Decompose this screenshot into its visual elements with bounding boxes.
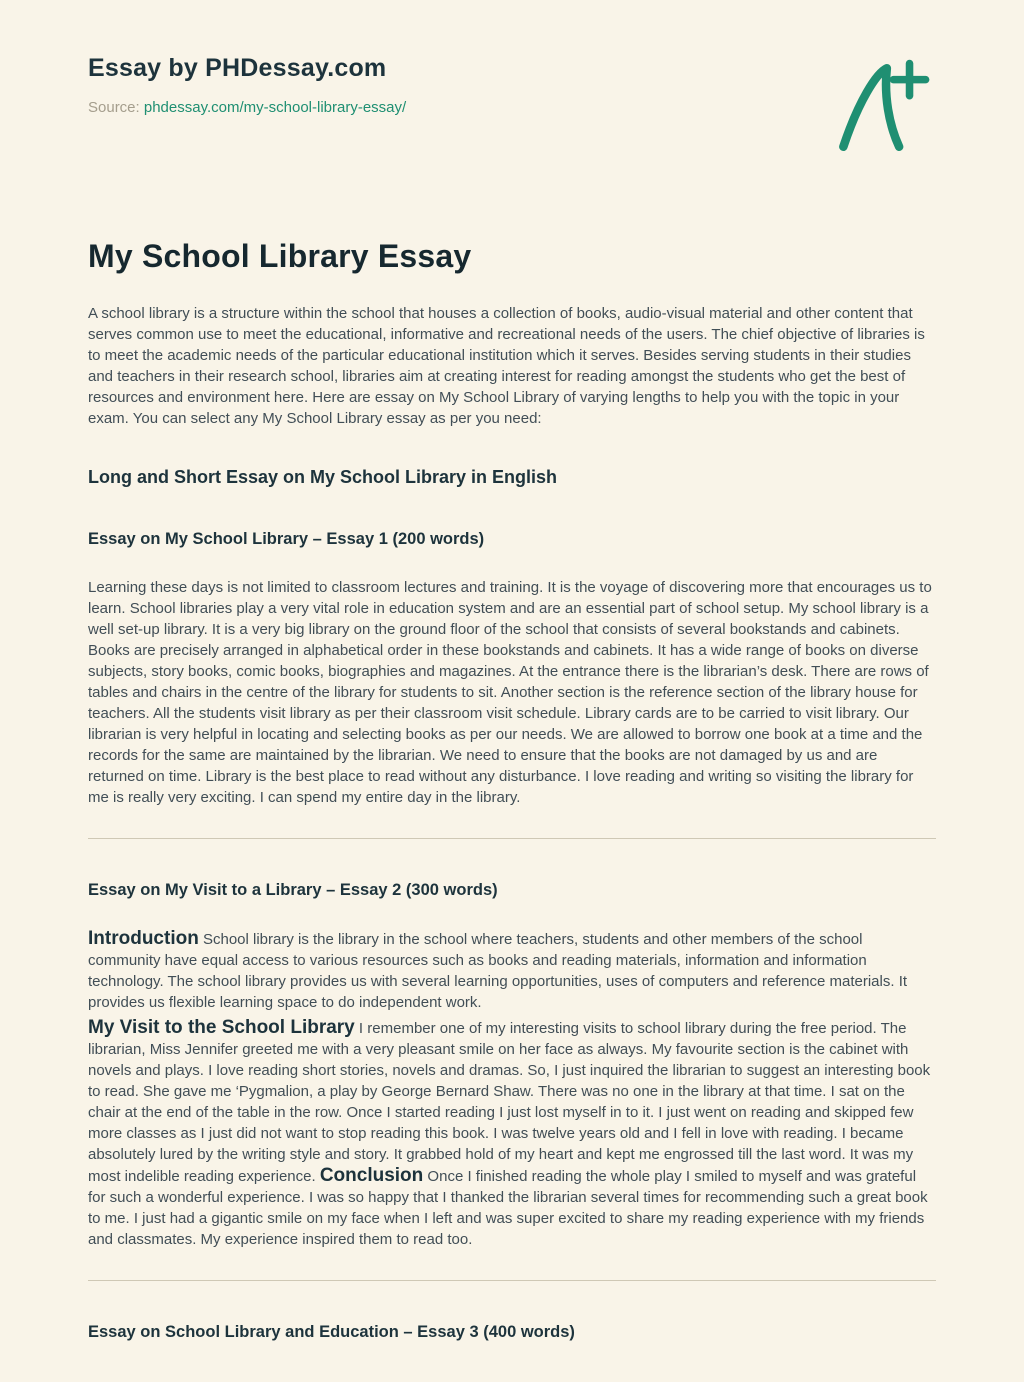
page-title: My School Library Essay (88, 238, 472, 274)
essay1-heading: Essay on My School Library – Essay 1 (200 words) (88, 530, 485, 548)
essay2-introduction-block (88, 928, 936, 1013)
page-header (88, 48, 936, 160)
site-title: Essay by PHDessay.com (88, 54, 387, 82)
essay2-visit-text: I remember one of my interesting visits to school library during the free period. The librarian, Miss Jennifer greeted me with a very pleasant smile on her face as always. My favourite section is the cabinet with novels and plays. I love reading short stories, novels and dramas. So, I just inquired the librarian to suggest an interesting book to read. She gave me ‘Pygmalion, a play by George Bernard Shaw. There was no one in the library at that time. I sat on the chair at the end of the table in the row. Once I started reading I just lost myself in to it. I just went on reading and skipped few more classes as I just did not want to stop reading this book. I was twelve years old and I fell in love with reading. I became absolutely lured by the writing style and story. It grabbed hold of my heart and kept me engrossed till the last word. It was my most indelible reading experience. (88, 1020, 931, 1185)
essay3-heading: Essay on School Library and Education – Essay 3 (400 words) (88, 1323, 575, 1341)
inline-heading-conclusion: Conclusion (319, 1165, 424, 1186)
divider (88, 838, 936, 839)
phdessay-logo[interactable] (832, 56, 936, 160)
intro-paragraph: A school library is a structure within the school that houses a collection of books, audio-visual material and other content that serves common use to meet the educational, informative and recreational needs of the users. The chief objective of libraries is to meet the academic needs of the particular educational institution which it serves. Besides serving students in their studies and teachers in their research school, libraries aim at creating interest for reading amongst the students who get the best of resources and environment here. Here are essay on My School Library of varying lengths to help you with the topic in your exam. You can select any My School Library essay as per you need: (88, 305, 925, 427)
article (88, 238, 936, 1342)
section-heading: Long and Short Essay on My School Library in English (88, 467, 558, 487)
header-text (88, 48, 406, 116)
aplus-logo-icon (832, 56, 936, 160)
source-line (88, 99, 406, 116)
inline-heading-introduction: Introduction (88, 928, 199, 949)
inline-heading-my-visit: My Visit to the School Library (88, 1017, 355, 1038)
source-link[interactable]: phdessay.com/my-school-library-essay/ (143, 99, 407, 116)
source-label: Source: (88, 99, 140, 116)
essay2-conclusion-text: Once I finished reading the whole play I smiled to myself and was grateful for such a wonderful experience. I was so happy that I thanked the librarian several times for recommending such a great book to me. I just had a gigantic smile on my face when I left and was super excited to share my reading experience with my friends and classmates. My experience inspired them to read too. (88, 1168, 928, 1248)
essay2-introduction-text: School library is the library in the school where teachers, students and other members of the school community have equal access to various resources such as books and reading materials, information and information technology. The school library provides us with several learning opportunities, uses of computers and reference materials. It provides us flexible learning space to do independent work. (88, 931, 908, 1011)
divider (88, 1280, 936, 1281)
essay2-visit-block (88, 1017, 936, 1250)
essay2-heading: Essay on My Visit to a Library – Essay 2 (300 words) (88, 881, 498, 899)
essay1-body: Learning these days is not limited to classroom lectures and training. It is the voyage of discovering more that encourages us to learn. School libraries play a very vital role in education system and are an essential part of school setup. My school library is a well set-up library. It is a very big library on the ground floor of the school that consists of several bookstands and cabinets. Books are precisely arranged in alphabetical order in these bookstands and cabinets. It has a wide range of books on diverse subjects, story books, comic books, biographies and magazines. At the entrance there is the librarian’s desk. There are rows of tables and chairs in the centre of the library for students to sit. Another section is the reference section of the library house for teachers. All the students visit library as per their classroom visit schedule. Library cards are to be carried to visit library. Our librarian is very helpful in locating and selecting books as per our needs. We are allowed to borrow one book at a time and the records for the same are maintained by the librarian. We need to ensure that the books are not damaged by us and are returned on time. Library is the best place to read without any disturbance. I love reading and writing so visiting the library for me is really very exciting. I can spend my entire day in the library. (88, 579, 932, 806)
